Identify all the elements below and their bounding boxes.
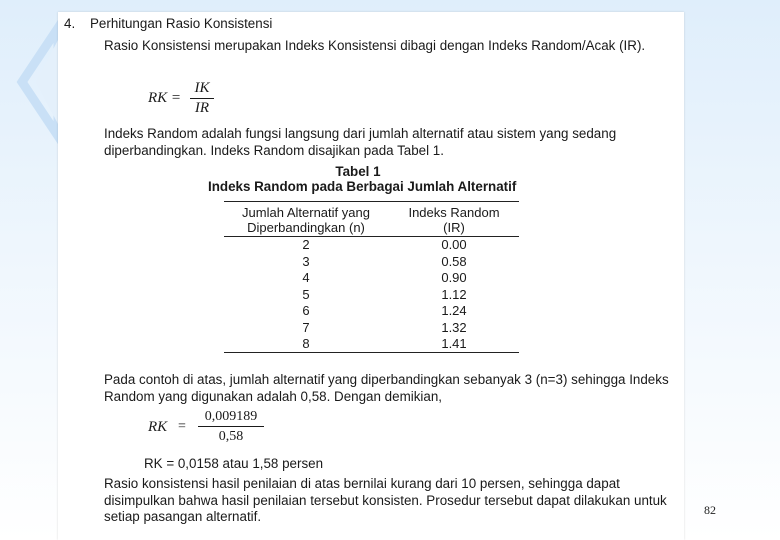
table-cell-ir: 1.41 bbox=[441, 336, 467, 351]
table-top-rule bbox=[224, 201, 519, 202]
section-title: Perhitungan Rasio Konsistensi bbox=[90, 16, 273, 31]
result-line: RK = 0,0158 atau 1,58 persen bbox=[144, 456, 324, 471]
slide-decoration bbox=[0, 0, 60, 540]
table-label: Tabel 1 bbox=[335, 164, 381, 179]
table-cell-ir: 0.90 bbox=[441, 270, 467, 285]
table-cell-ir: 1.12 bbox=[441, 286, 467, 302]
col2-header-line2: (IR) bbox=[443, 220, 465, 235]
formula2-equals: = bbox=[178, 419, 186, 434]
formula2-numerator: 0,009189 bbox=[204, 409, 258, 424]
document-page bbox=[58, 12, 684, 540]
table-cell-n: 4 bbox=[302, 270, 310, 285]
section-number: 4. bbox=[64, 16, 76, 31]
formula2-lhs: RK bbox=[148, 419, 168, 435]
table-cell-ir: 0.00 bbox=[441, 237, 467, 252]
formula1-numerator: IK bbox=[194, 80, 210, 96]
table-title: Indeks Random pada Berbagai Jumlah Alternatif bbox=[208, 179, 517, 194]
formula2-denominator: 0,58 bbox=[218, 429, 244, 444]
table-bottom-rule bbox=[224, 352, 519, 353]
formula1-denominator: IR bbox=[194, 100, 210, 116]
table-cell-n: 7 bbox=[302, 319, 310, 335]
fraction-line bbox=[190, 98, 214, 99]
formula1-lhs: RK = bbox=[148, 90, 182, 106]
intro-paragraph: Rasio Konsistensi merupakan Indeks Konsistensi dibagi dengan Indeks Random/Acak (IR). bbox=[104, 38, 646, 53]
table-cell-ir: 1.24 bbox=[441, 303, 467, 318]
table-cell-n: 5 bbox=[302, 286, 310, 302]
conclusion-paragraph: Rasio konsistensi hasil penilaian di atas bernilai kurang dari 10 persen, sehingga dapat disimpulkan bahwa hasil penilaian tersebut konsisten. Prosedur tersebut dapat dilakukan untuk setiap pasangan alternatif. bbox=[104, 476, 667, 524]
page-number: 82 bbox=[704, 503, 716, 517]
table-cell-n: 6 bbox=[302, 303, 310, 318]
col1-header-line1: Jumlah Alternatif yang bbox=[242, 205, 370, 220]
fraction-line bbox=[198, 426, 264, 427]
table-cell-n: 3 bbox=[302, 253, 310, 269]
table-cell-n: 2 bbox=[302, 237, 310, 252]
table-cell-ir: 0.58 bbox=[441, 253, 467, 269]
example-paragraph: Pada contoh di atas, jumlah alternatif yang diperbandingkan sebanyak 3 (n=3) sehingga Indeks Random yang digunakan adalah 0,58. Dengan demikian, bbox=[104, 372, 669, 404]
col2-header-line1: Indeks Random bbox=[408, 205, 500, 220]
table-cell-ir: 1.32 bbox=[441, 319, 467, 335]
col1-header-line2: Diperbandingkan (n) bbox=[247, 220, 365, 235]
table-cell-n: 8 bbox=[302, 336, 310, 351]
random-index-paragraph: Indeks Random adalah fungsi langsung dari jumlah alternatif atau sistem yang sedang diperbandingkan. Indeks Random disajikan pada Tabel 1. bbox=[104, 126, 617, 158]
